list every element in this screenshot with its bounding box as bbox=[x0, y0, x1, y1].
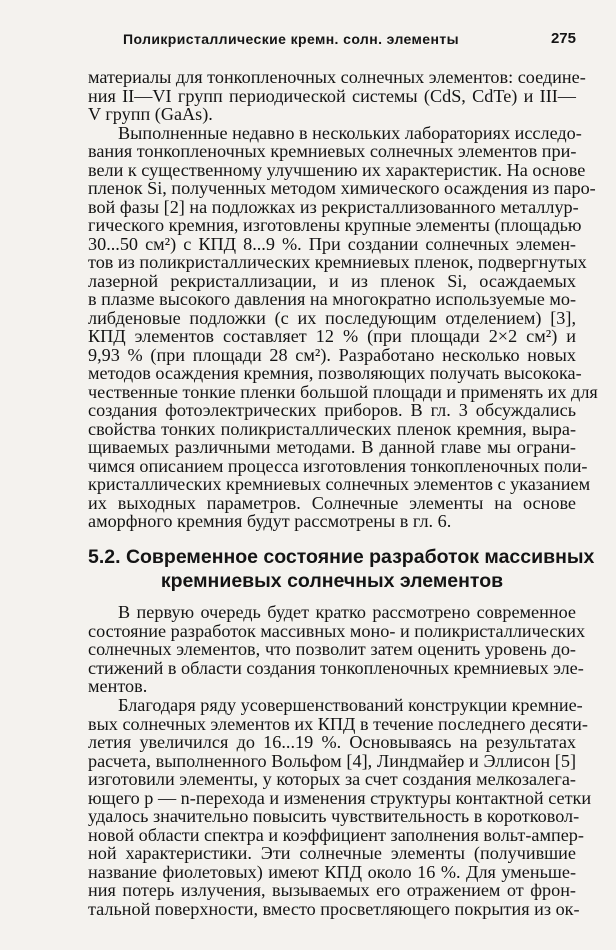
text-line: новой области спектра и коэффициент заполнения вольт-ампер- bbox=[88, 824, 584, 845]
text-line: 9,93 % (при площади 28 см²). Разработано несколько новых bbox=[88, 344, 576, 365]
text-line: состояние разработок массивных моно- и поликристаллических bbox=[88, 620, 586, 641]
text-line: ния II—VI групп периодической системы (CdS, CdTe) и III— bbox=[88, 85, 576, 106]
text-line: щиваемых различными методами. В данной главе мы ограни- bbox=[88, 437, 576, 457]
text-line: в плазме высокого давления на многократно используемые мо- bbox=[88, 289, 577, 309]
text-line: вой фазы [2] на подложках из рекристаллизованного металлур- bbox=[88, 196, 579, 217]
text-line: летия увеличился до 16...19 %. Основываясь на результатах bbox=[88, 732, 576, 752]
text-line: кристаллических кремниевых солнечных элементов с указанием bbox=[88, 474, 591, 494]
text-line: стижений в области создания тонкопленочных кремниевых эле- bbox=[88, 657, 584, 678]
text-line: аморфного кремния будут рассмотрены в гл. 6. bbox=[88, 511, 452, 531]
section-heading bbox=[88, 545, 595, 593]
text-line: ния потерь излучения, вызываемых его отражением от фрон- bbox=[88, 880, 576, 900]
text-line: вых солнечных элементов их КПД в течение последнего десяти- bbox=[88, 713, 588, 734]
paragraph-group-thin-film-intro bbox=[88, 67, 598, 531]
text-line: свойства тонких поликристаллических пленок кремния, выра- bbox=[88, 418, 576, 439]
text-line: В первую очередь будет кратко рассмотрено современное bbox=[118, 602, 576, 622]
text-line: солнечных элементов, что позволит затем оценить уровень до- bbox=[88, 639, 576, 659]
paragraph-efficiency-improvements bbox=[88, 695, 592, 919]
text-line: удалось значительно повысить чувствительность в коротковол- bbox=[88, 806, 580, 826]
text-line: название фиолетовых) имеют КПД около 16 %. Для уменьше- bbox=[88, 861, 576, 882]
text-line: 30...50 см²) с КПД 8...9 %. При создании солнечных элемен- bbox=[88, 233, 576, 254]
text-line: либденовые подложки (с их последующим отделением) [3], bbox=[88, 307, 576, 328]
text-line: ментов. bbox=[88, 676, 148, 696]
paragraph-state-of-art bbox=[88, 602, 586, 696]
text-line: ющего p — n-перехода и изменения структуры контактной сетки bbox=[88, 787, 592, 808]
text-line: материалы для тонкопленочных солнечных элементов: соедине- bbox=[88, 67, 586, 87]
running-header bbox=[60, 28, 576, 50]
text-line: создания фотоэлектрических приборов. В гл. 3 обсуждались bbox=[88, 400, 576, 420]
page-number: 275 bbox=[550, 30, 576, 47]
text-line: вания тонкопленочных кремниевых солнечных элементов при- bbox=[88, 141, 577, 161]
text-line: гического кремния, изготовлены крупные элементы (площадью bbox=[88, 215, 582, 235]
text-line: расчета, выполненного Вольфом [4], Линдмайер и Эллисон [5] bbox=[88, 750, 576, 771]
text-line: их выходных параметров. Солнечные элементы на основе bbox=[88, 492, 576, 513]
text-line: чимся описанием процесса изготовления тонкопленочных поли- bbox=[88, 455, 588, 476]
text-line: тов из поликристаллических кремниевых пленок, подвергнутых bbox=[88, 252, 587, 272]
running-title: Поликристаллические кремн. солн. элементы bbox=[123, 31, 459, 47]
text-line: ной характеристики. Эти солнечные элементы (получившие bbox=[88, 843, 576, 863]
text-line: чественные тонкие пленки большой площади и применять их для bbox=[88, 381, 598, 402]
text-line: методов осаждения кремния, позволяющих получать высокока- bbox=[88, 363, 582, 383]
text-line: тальной поверхности, вместо просветляющего покрытия из ок- bbox=[88, 898, 580, 919]
text-line: пленок Si, полученных методом химического осаждения из паро- bbox=[88, 178, 596, 198]
text-line: Выполненные недавно в нескольких лабораториях исследо- bbox=[118, 122, 582, 143]
text-line: Благодаря ряду усовершенствований конструкции кремние- bbox=[118, 695, 583, 715]
text-line: вели к существенному улучшению их характеристик. На основе bbox=[88, 159, 586, 180]
text-line: КПД элементов составляет 12 % (при площади 2×2 см²) и bbox=[88, 326, 576, 346]
text-line: лазерной рекристаллизации, и из пленок Si, осаждаемых bbox=[88, 270, 576, 291]
text-line: V групп (GaAs). bbox=[88, 104, 213, 124]
section-heading-line: 5.2. Современное состояние разработок массивных bbox=[88, 546, 595, 568]
section-heading-line: кремниевых солнечных элементов bbox=[160, 570, 504, 592]
text-line: изготовили элементы, у которых за счет создания мелкозалега- bbox=[88, 769, 576, 789]
